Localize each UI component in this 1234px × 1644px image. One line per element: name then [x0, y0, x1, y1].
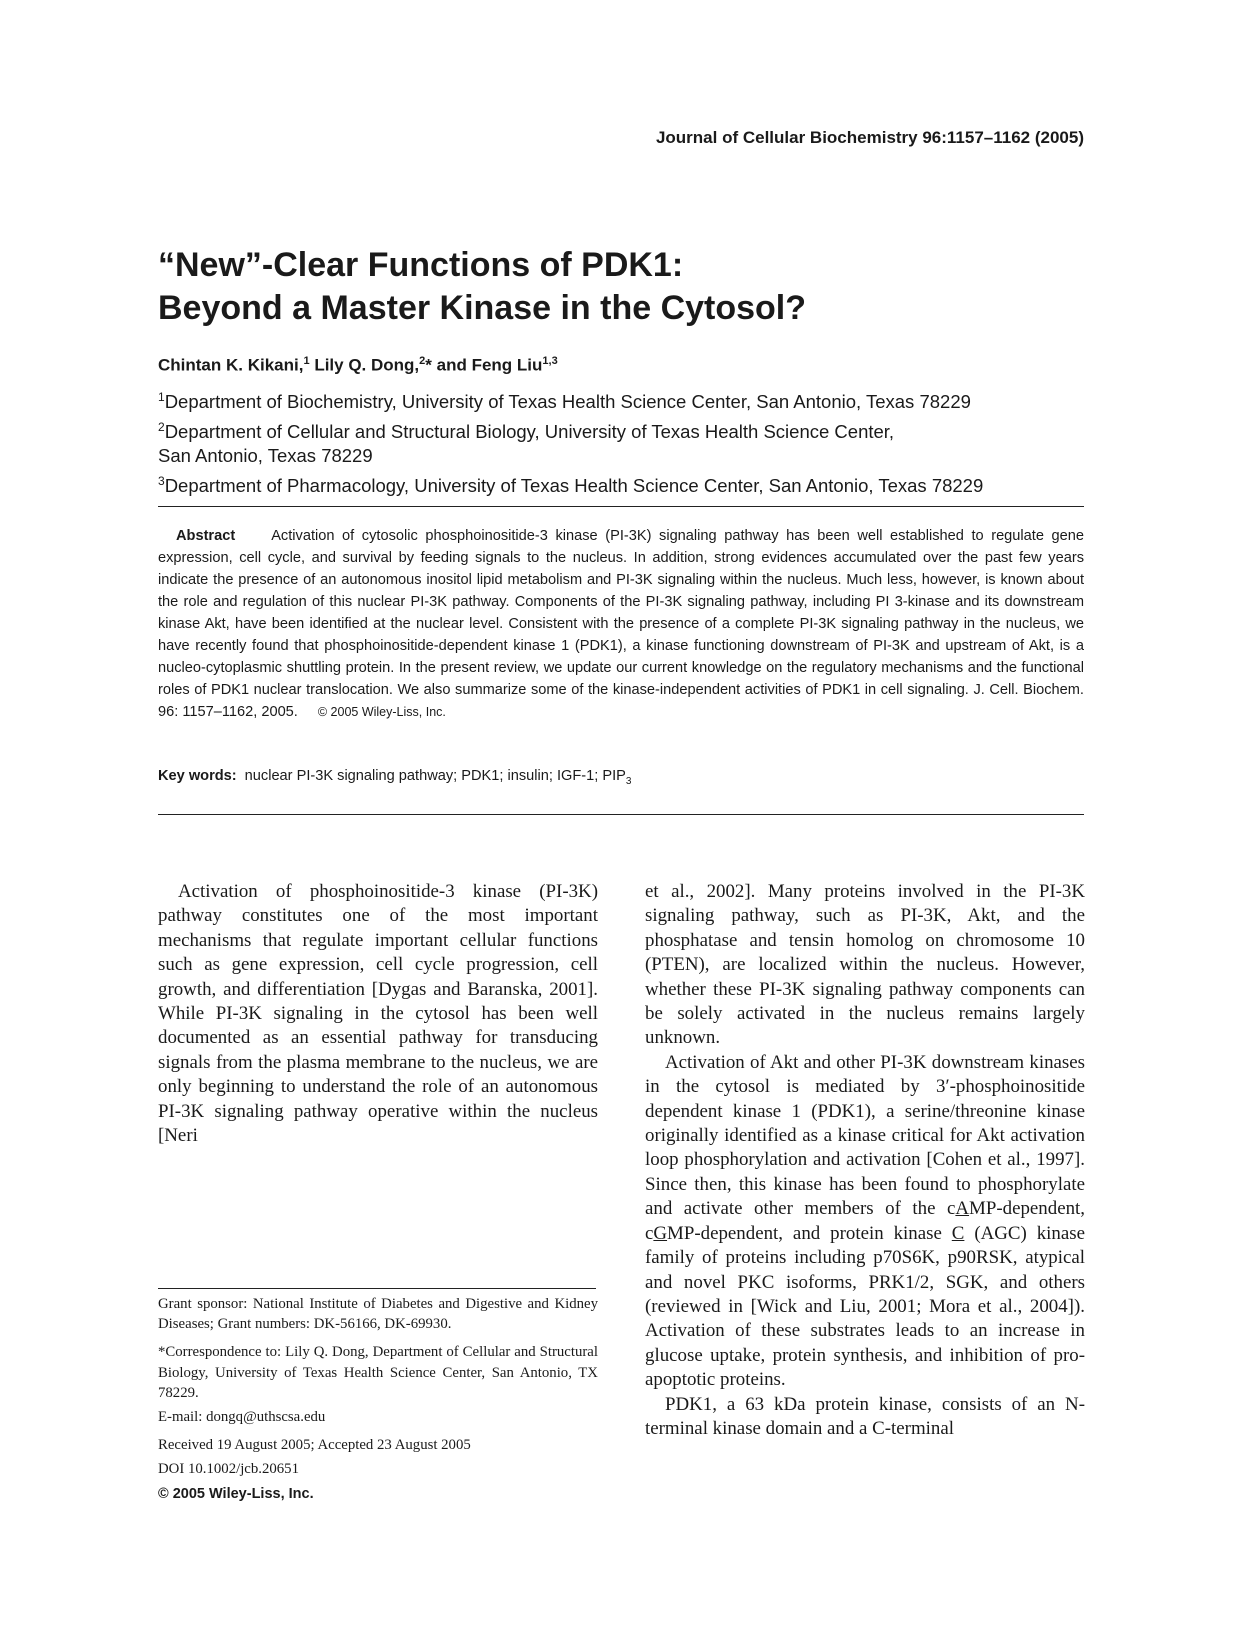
footnotes [158, 1294, 598, 1512]
affiliations [158, 385, 1078, 498]
abstract-citation: J. Cell. Biochem. 96: 1157–1162, 2005. [158, 682, 1084, 720]
text-run: MP-dependent, and protein kinase [667, 1222, 952, 1244]
abstract-text: Activation of cytosolic phosphoinositide-3 kinase (PI-3K) signaling pathway has been well established to regulate gene expression, cell cycle, and survival by feeding signals to the nucleus. In addition, strong evidences accumulated over the past few years indicate the presence of an autonomous inositol lipid metabolism and PI-3K signaling within the nucleus. Much less, however, is known about the role and regulation of this nuclear PI-3K pathway. Components of the PI-3K signaling pathway, including PI 3-kinase and its downstream kinase Akt, have been identified at the nuclear level. Consistent with the presence of a complete PI-3K signaling pathway in the nucleus, we have recently found that phosphoinositide-dependent kinase 1 (PDK1), a kinase functioning downstream of PI-3K and upstream of Akt, is a nucleo-cytoplasmic shuttling protein. In the present review, we update our current knowledge on the regulatory mechanisms and the functional roles of PDK1 nuclear translocation. We also summarize some of the kinase-independent activities of PDK1 in cell signaling. [158, 528, 1084, 698]
keywords-text: nuclear PI-3K signaling pathway; PDK1; insulin; IGF-1; PIP [244, 768, 626, 784]
affil-text: Department of Cellular and Structural Biology, University of Texas Health Science Center, [164, 420, 895, 442]
author-affil-mark: 2 [419, 355, 426, 367]
affil-text: Department of Pharmacology, University of Texas Health Science Center, San Antonio, Texas 78229 [164, 474, 984, 496]
abstract-label: Abstract [176, 528, 236, 544]
author-name: Lily Q. Dong, [309, 355, 420, 375]
abstract-top-rule [158, 506, 1084, 507]
author-list [158, 355, 558, 376]
body-column-right [645, 880, 1085, 1441]
underlined-letter: G [653, 1222, 668, 1244]
affil-mark: 1 [158, 390, 165, 404]
text-run: (AGC) kinase family of proteins including p70S6K, p90RSK, atypical and novel PKC isoforms, PRK1/2, SGK, and others (reviewed in [Wick and Liu, 2001; Mora et al., 2004]). Activation of these substrates leads to an increase in glucose uptake, protein synthesis, and inhibition of pro-apoptotic proteins. [645, 1222, 1085, 1391]
author-name: Chintan K. Kikani, [158, 355, 304, 375]
body-paragraph: et al., 2002]. Many proteins involved in the PI-3K signaling pathway, such as PI-3K, Akt, and the phosphatase and tensin homolog on chromosome 10 (PTEN), are localized within the nucleus. However, whether these PI-3K signaling pathway components can be solely activated in the nucleus remains largely unknown. [645, 881, 1085, 1049]
footnote-rule [158, 1288, 596, 1289]
affiliation-1 [158, 385, 1078, 415]
received-date: Received 19 August 2005; Accepted 23 August 2005 [158, 1437, 471, 1454]
corresponding-mark: * [425, 355, 432, 375]
footnote-copyright: © 2005 Wiley-Liss, Inc. [158, 1485, 314, 1502]
underlined-letter: C [951, 1222, 965, 1244]
text-run: Activation of Akt and other PI-3K downstream kinases in the cytosol is mediated by 3′-phosphoinositide dependent kinase 1 (PDK1), a serine/threonine kinase originally identified as a kinase critical for Akt activation loop phosphorylation and activation [Cohen et al., 1997]. Since then, this kinase has been found to phosphorylate and activate other members of the c [645, 1051, 1085, 1220]
affiliation-2 [158, 415, 1078, 445]
affil-mark: 3 [158, 473, 165, 488]
article-title [158, 244, 1078, 330]
affil-text: Department of Biochemistry, University of Texas Health Science Center, San Antonio, Texas 78229 [164, 391, 971, 413]
body-paragraph: Activation of phosphoinositide-3 kinase (PI-3K) pathway constitutes one of the most important mechanisms that regulate important cellular functions such as gene expression, cell cycle progression, cell growth, and differentiation [Dygas and Baranska, 2001]. While PI-3K signaling in the cytosol has been well documented as an essential pathway for transducing signals from the plasma membrane to the nucleus, we are only beginning to understand the role of an autonomous PI-3K signaling pathway operative within the nucleus [Neri [158, 881, 598, 1147]
affiliation-2-cont: San Antonio, Texas 78229 [158, 445, 373, 467]
abstract-bottom-rule [158, 814, 1084, 815]
keywords-label: Key words: [158, 768, 237, 784]
keywords-subscript: 3 [625, 775, 632, 787]
text-run: MP-dependent, c [645, 1198, 1085, 1244]
keywords [158, 768, 631, 787]
author-affil-mark: 1,3 [542, 355, 558, 367]
body-column-left [158, 880, 598, 1148]
correspondence-footnote: *Correspondence to: Lily Q. Dong, Department of Cellular and Structural Biology, University of Texas Health Science Center, San Antonio, TX 78229. [158, 1344, 598, 1401]
affiliation-3 [158, 469, 1078, 499]
author-affil-mark: 1 [303, 355, 310, 367]
abstract [158, 525, 1084, 723]
body-paragraph: PDK1, a 63 kDa protein kinase, consists of an N-terminal kinase domain and a C-terminal [645, 1393, 1085, 1439]
author-name: and Feng Liu [431, 355, 543, 375]
title-line-1: “New”-Clear Functions of PDK1: [158, 246, 684, 284]
title-line-2: Beyond a Master Kinase in the Cytosol? [158, 289, 807, 327]
body-paragraph [645, 1051, 1085, 1393]
journal-header: Journal of Cellular Biochemistry 96:1157–1162 (2005) [655, 128, 1084, 147]
affil-mark: 2 [158, 419, 165, 434]
underlined-letter: A [955, 1198, 970, 1220]
grant-footnote: Grant sponsor: National Institute of Diabetes and Digestive and Kidney Diseases; Grant numbers: DK-56166, DK-69930. [158, 1296, 598, 1333]
email-footnote: E-mail: dongq@uthscsa.edu [158, 1409, 326, 1426]
doi: DOI 10.1002/jcb.20651 [158, 1461, 299, 1478]
abstract-copyright: © 2005 Wiley-Liss, Inc. [317, 705, 446, 719]
